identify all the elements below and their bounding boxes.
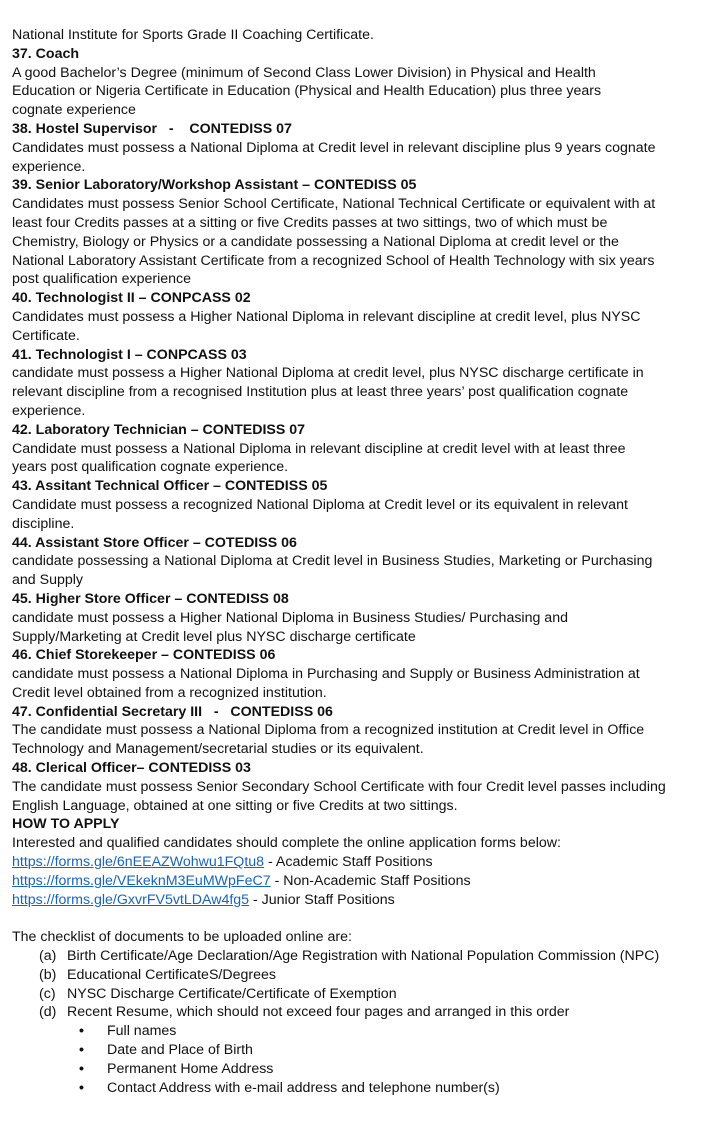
position-block (12, 176, 710, 289)
requirement-line: National Laboratory Assistant Certificate from a recognized School of Health Technology with six years (12, 252, 655, 269)
requirement-line: and Supply (12, 572, 83, 589)
checklist-item (39, 966, 710, 985)
checklist-intro: The checklist of documents to be uploaded online are: (12, 929, 352, 946)
requirement-line: Candidates must possess Senior School Certificate, National Technical Certificate or equivalent with at (12, 196, 656, 213)
application-form-link[interactable]: https://forms.gle/GxvrFV5vtLDAw4fg5 (12, 891, 250, 908)
position-heading: 38. Hostel Supervisor - CONTEDISS 07 (12, 120, 292, 137)
position-block (12, 759, 710, 815)
requirement-line: candidate must possess a Higher National Diploma at credit level, plus NYSC discharge certificate in (12, 365, 644, 382)
requirement-line: candidate must possess a National Diploma in Purchasing and Supply or Business Administration at (12, 666, 640, 683)
requirement-line: Candidates must possess a National Diploma at Credit level in relevant discipline plus 9 years cognate (12, 139, 656, 156)
requirement-line: The candidate must possess Senior Secondary School Certificate with four Credit level passes including (12, 778, 666, 795)
requirement-line: relevant discipline from a recognised Institution plus at least three years’ post qualification cognate (12, 384, 629, 401)
requirement-line: candidate possessing a National Diploma at Credit level in Business Studies, Marketing or Purchasing (12, 553, 653, 570)
position-block (12, 646, 710, 702)
position-heading: 42. Laboratory Technician – CONTEDISS 07 (12, 421, 306, 438)
position-block (12, 346, 710, 421)
resume-order-list (12, 1022, 710, 1097)
requirement-line: Candidates must possess a Higher National Diploma in relevant discipline at credit level, plus NYSC (12, 308, 641, 325)
position-block (12, 590, 710, 646)
position-heading: 41. Technologist I – CONPCASS 03 (12, 346, 247, 363)
resume-item (79, 1060, 710, 1079)
bullet-icon: • (79, 1042, 84, 1059)
checklist-text: NYSC Discharge Certificate/Certificate of Exemption (67, 985, 397, 1002)
application-link-label: - Academic Staff Positions (264, 854, 433, 871)
position-heading: 37. Coach (12, 45, 80, 62)
bullet-icon: • (79, 1060, 84, 1077)
requirement-line: least four Credits passes at a sitting or five Credits passes at two sittings, two of which must be (12, 214, 608, 231)
position-heading: 40. Technologist II – CONPCASS 02 (12, 290, 251, 307)
position-heading: 39. Senior Laboratory/Workshop Assistant – CONTEDISS 05 (12, 177, 417, 194)
checklist-marker: (d) (39, 1004, 57, 1021)
application-link-row (12, 872, 710, 891)
resume-item (79, 1022, 710, 1041)
intro-line: National Institute for Sports Grade II Coaching Certificate. (12, 27, 374, 43)
resume-item (79, 1041, 710, 1060)
position-block (12, 45, 710, 120)
requirement-line: English Language, obtained at one sitting or five Credits at two sittings. (12, 797, 458, 814)
requirement-line: cognate experience (12, 102, 136, 119)
requirement-line: Candidate must possess a recognized National Diploma at Credit level or its equivalent in relevant (12, 496, 628, 513)
requirement-line: The candidate must possess a National Diploma from a recognized institution at Credit level in Office (12, 722, 645, 739)
resume-item (79, 1079, 710, 1098)
checklist-item (39, 985, 710, 1004)
checklist-marker: (b) (39, 966, 57, 983)
application-form-link[interactable]: https://forms.gle/VEkeknM3EuMWpFeC7 (12, 872, 271, 889)
checklist-section (12, 928, 710, 1097)
position-heading: 44. Assistant Store Officer – COTEDISS 06 (12, 534, 297, 551)
application-link-label: - Junior Staff Positions (249, 891, 395, 908)
position-block (12, 421, 710, 477)
position-block (12, 534, 710, 590)
application-form-link[interactable]: https://forms.gle/6nEEAZWohwu1FQtu8 (12, 854, 265, 871)
position-heading: 45. Higher Store Officer – CONTEDISS 08 (12, 590, 289, 607)
position-block (12, 703, 710, 759)
requirement-line: discipline. (12, 515, 75, 532)
requirement-line: years post qualification cognate experience. (12, 459, 289, 476)
checklist-text: Birth Certificate/Age Declaration/Age Registration with National Population Commission (NPC) (67, 948, 660, 965)
checklist-text: Educational CertificateS/Degrees (67, 966, 276, 983)
checklist-marker: (c) (39, 985, 56, 1002)
position-heading: 48. Clerical Officer– CONTEDISS 03 (12, 760, 251, 777)
application-links (12, 853, 710, 909)
requirement-line: Technology and Management/secretarial studies or its equivalent. (12, 741, 424, 758)
position-heading: 43. Assitant Technical Officer – CONTEDISS 05 (12, 478, 328, 495)
how-to-apply-section (12, 815, 710, 909)
spacer (12, 909, 710, 928)
position-block (12, 289, 710, 345)
application-link-row (12, 853, 710, 872)
requirement-line: post qualification experience (12, 271, 192, 288)
position-block (12, 477, 710, 533)
checklist-items (12, 947, 710, 1022)
requirement-line: experience. (12, 402, 86, 419)
requirement-line: Education or Nigeria Certificate in Education (Physical and Health Education) plus three years (12, 83, 602, 100)
application-link-row (12, 891, 710, 910)
checklist-text: Recent Resume, which should not exceed four pages and arranged in this order (67, 1004, 570, 1021)
requirement-line: candidate must possess a Higher National Diploma in Business Studies/ Purchasing and (12, 609, 568, 626)
how-to-apply-intro: Interested and qualified candidates should complete the online application forms below: (12, 835, 561, 852)
how-to-apply-heading: HOW TO APPLY (12, 816, 120, 833)
application-link-label: - Non-Academic Staff Positions (270, 872, 471, 889)
requirement-line: A good Bachelor’s Degree (minimum of Second Class Lower Division) in Physical and Health (12, 64, 596, 81)
bullet-icon: • (79, 1079, 84, 1096)
positions-list (12, 45, 710, 816)
resume-item-text: Date and Place of Birth (107, 1042, 253, 1059)
position-heading: 47. Confidential Secretary III - CONTEDISS 06 (12, 703, 333, 720)
checklist-item (39, 1003, 710, 1022)
checklist-marker: (a) (39, 948, 57, 965)
resume-item-text: Permanent Home Address (107, 1060, 274, 1077)
position-heading: 46. Chief Storekeeper – CONTEDISS 06 (12, 647, 276, 664)
requirement-line: Credit level obtained from a recognized institution. (12, 684, 327, 701)
checklist-item (39, 947, 710, 966)
requirement-line: Certificate. (12, 327, 80, 344)
resume-item-text: Full names (107, 1023, 177, 1040)
resume-item-text: Contact Address with e-mail address and telephone number(s) (107, 1079, 500, 1096)
requirement-line: Candidate must possess a National Diploma in relevant discipline at credit level with at least three (12, 440, 626, 457)
requirement-line: Supply/Marketing at Credit level plus NYSC discharge certificate (12, 628, 416, 645)
position-block (12, 120, 710, 176)
requirement-line: experience. (12, 158, 86, 175)
requirement-line: Chemistry, Biology or Physics or a candidate possessing a National Diploma at credit level or the (12, 233, 619, 250)
bullet-icon: • (79, 1023, 84, 1040)
